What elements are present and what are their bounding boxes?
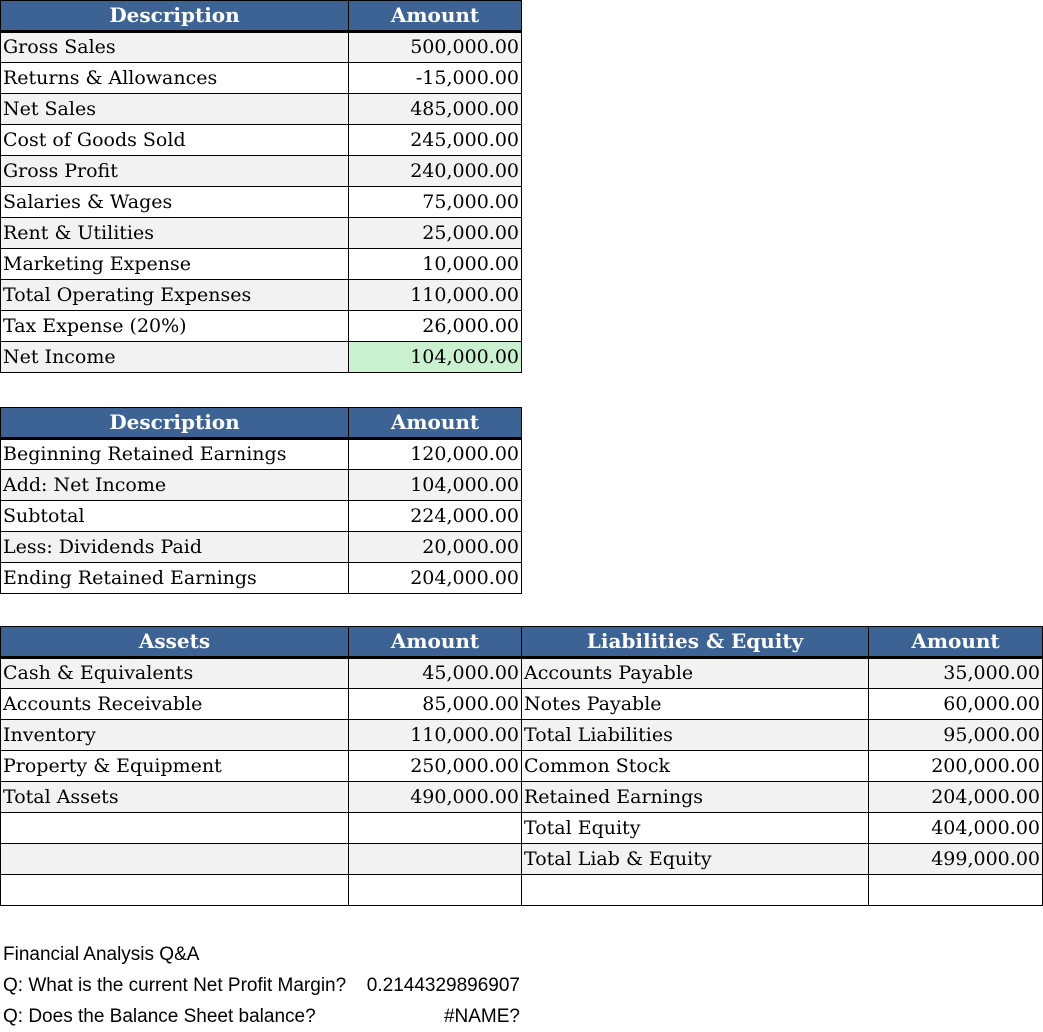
asset-amount-cell[interactable] <box>349 844 522 875</box>
qa-answer[interactable]: #NAME? <box>443 1006 520 1027</box>
table-row <box>1 125 522 156</box>
header-liab-amount[interactable]: Amount <box>869 627 1043 658</box>
table-row <box>1 94 522 125</box>
qa-answer[interactable]: 0.2144329896907 <box>366 975 520 996</box>
amount-cell[interactable]: 204,000.00 <box>349 563 522 594</box>
table-row <box>1 658 1043 689</box>
liability-equity-cell[interactable]: Total Liab & Equity <box>522 844 869 875</box>
header-description[interactable]: Description <box>1 1 349 32</box>
description-cell[interactable]: Returns & Allowances <box>1 63 349 94</box>
table-row <box>1 187 522 218</box>
asset-amount-cell[interactable]: 85,000.00 <box>349 689 522 720</box>
liability-equity-amount-cell[interactable] <box>869 875 1043 906</box>
header-asset-amount[interactable]: Amount <box>349 627 522 658</box>
liability-equity-cell[interactable]: Retained Earnings <box>522 782 869 813</box>
header-assets[interactable]: Assets <box>1 627 349 658</box>
amount-cell[interactable]: 245,000.00 <box>349 125 522 156</box>
qa-question[interactable]: Q: What is the current Net Profit Margin? <box>3 975 347 996</box>
liability-equity-cell[interactable]: Notes Payable <box>522 689 869 720</box>
table-row <box>1 532 522 563</box>
liability-equity-amount-cell[interactable]: 60,000.00 <box>869 689 1043 720</box>
header-amount[interactable]: Amount <box>349 1 522 32</box>
asset-cell[interactable] <box>1 813 349 844</box>
net-income-amount-cell[interactable]: 104,000.00 <box>349 342 522 373</box>
amount-cell[interactable]: 10,000.00 <box>349 249 522 280</box>
description-cell[interactable]: Rent & Utilities <box>1 218 349 249</box>
table-header-row <box>1 627 1043 658</box>
asset-cell[interactable] <box>1 844 349 875</box>
description-cell[interactable]: Gross Sales <box>1 32 349 63</box>
description-cell[interactable]: Marketing Expense <box>1 249 349 280</box>
table-row <box>1 156 522 187</box>
amount-cell[interactable]: 500,000.00 <box>349 32 522 63</box>
description-cell[interactable]: Less: Dividends Paid <box>1 532 349 563</box>
table-row <box>1 311 522 342</box>
income-statement-table <box>0 0 522 373</box>
asset-amount-cell[interactable]: 250,000.00 <box>349 751 522 782</box>
asset-cell[interactable]: Inventory <box>1 720 349 751</box>
description-cell[interactable]: Ending Retained Earnings <box>1 563 349 594</box>
asset-cell[interactable] <box>1 875 349 906</box>
retained-earnings-table <box>0 407 522 594</box>
table-row <box>1 782 1043 813</box>
qa-question[interactable]: Q: Does the Balance Sheet balance? <box>3 1006 316 1027</box>
table-row <box>1 563 522 594</box>
description-cell[interactable]: Subtotal <box>1 501 349 532</box>
liability-equity-amount-cell[interactable]: 499,000.00 <box>869 844 1043 875</box>
liability-equity-amount-cell[interactable]: 404,000.00 <box>869 813 1043 844</box>
amount-cell[interactable]: 104,000.00 <box>349 470 522 501</box>
amount-cell[interactable]: 75,000.00 <box>349 187 522 218</box>
asset-cell[interactable]: Total Assets <box>1 782 349 813</box>
amount-cell[interactable]: 240,000.00 <box>349 156 522 187</box>
qa-title[interactable]: Financial Analysis Q&A <box>3 944 200 965</box>
asset-amount-cell[interactable]: 110,000.00 <box>349 720 522 751</box>
description-cell[interactable]: Gross Profit <box>1 156 349 187</box>
qa-row <box>3 970 523 1001</box>
table-row <box>1 720 1043 751</box>
table-row <box>1 249 522 280</box>
liability-equity-cell[interactable]: Total Liabilities <box>522 720 869 751</box>
table-row <box>1 751 1043 782</box>
asset-amount-cell[interactable]: 490,000.00 <box>349 782 522 813</box>
description-cell[interactable]: Total Operating Expenses <box>1 280 349 311</box>
asset-amount-cell[interactable]: 45,000.00 <box>349 658 522 689</box>
liability-equity-cell[interactable]: Accounts Payable <box>522 658 869 689</box>
liability-equity-cell[interactable]: Total Equity <box>522 813 869 844</box>
table-row <box>1 844 1043 875</box>
description-cell[interactable]: Net Sales <box>1 94 349 125</box>
liability-equity-amount-cell[interactable]: 204,000.00 <box>869 782 1043 813</box>
liability-equity-amount-cell[interactable]: 200,000.00 <box>869 751 1043 782</box>
table-row <box>1 689 1043 720</box>
description-cell[interactable]: Tax Expense (20%) <box>1 311 349 342</box>
amount-cell[interactable]: 26,000.00 <box>349 311 522 342</box>
table-row <box>1 63 522 94</box>
amount-cell[interactable]: 224,000.00 <box>349 501 522 532</box>
table-header-row <box>1 1 522 32</box>
amount-cell[interactable]: 110,000.00 <box>349 280 522 311</box>
liability-equity-amount-cell[interactable]: 95,000.00 <box>869 720 1043 751</box>
liability-equity-cell[interactable] <box>522 875 869 906</box>
table-row <box>1 439 522 470</box>
table-row <box>1 470 522 501</box>
amount-cell[interactable]: -15,000.00 <box>349 63 522 94</box>
balance-sheet-table <box>0 626 1043 906</box>
asset-amount-cell[interactable] <box>349 875 522 906</box>
description-cell[interactable]: Add: Net Income <box>1 470 349 501</box>
asset-cell[interactable]: Property & Equipment <box>1 751 349 782</box>
amount-cell[interactable]: 120,000.00 <box>349 439 522 470</box>
amount-cell[interactable]: 20,000.00 <box>349 532 522 563</box>
asset-cell[interactable]: Accounts Receivable <box>1 689 349 720</box>
table-row <box>1 280 522 311</box>
description-cell[interactable]: Cost of Goods Sold <box>1 125 349 156</box>
amount-cell[interactable]: 25,000.00 <box>349 218 522 249</box>
liability-equity-amount-cell[interactable]: 35,000.00 <box>869 658 1043 689</box>
table-row <box>1 342 522 373</box>
table-row <box>1 813 1043 844</box>
header-description[interactable]: Description <box>1 408 349 439</box>
liability-equity-cell[interactable]: Common Stock <box>522 751 869 782</box>
description-cell[interactable]: Net Income <box>1 342 349 373</box>
description-cell[interactable]: Beginning Retained Earnings <box>1 439 349 470</box>
table-row <box>1 875 1043 906</box>
table-row <box>1 218 522 249</box>
table-header-row <box>1 408 522 439</box>
table-row <box>1 501 522 532</box>
asset-amount-cell[interactable] <box>349 813 522 844</box>
header-liabilities-equity[interactable]: Liabilities & Equity <box>522 627 869 658</box>
table-row <box>1 32 522 63</box>
qa-row <box>3 1001 523 1032</box>
asset-cell[interactable]: Cash & Equivalents <box>1 658 349 689</box>
header-amount[interactable]: Amount <box>349 408 522 439</box>
amount-cell[interactable]: 485,000.00 <box>349 94 522 125</box>
description-cell[interactable]: Salaries & Wages <box>1 187 349 218</box>
